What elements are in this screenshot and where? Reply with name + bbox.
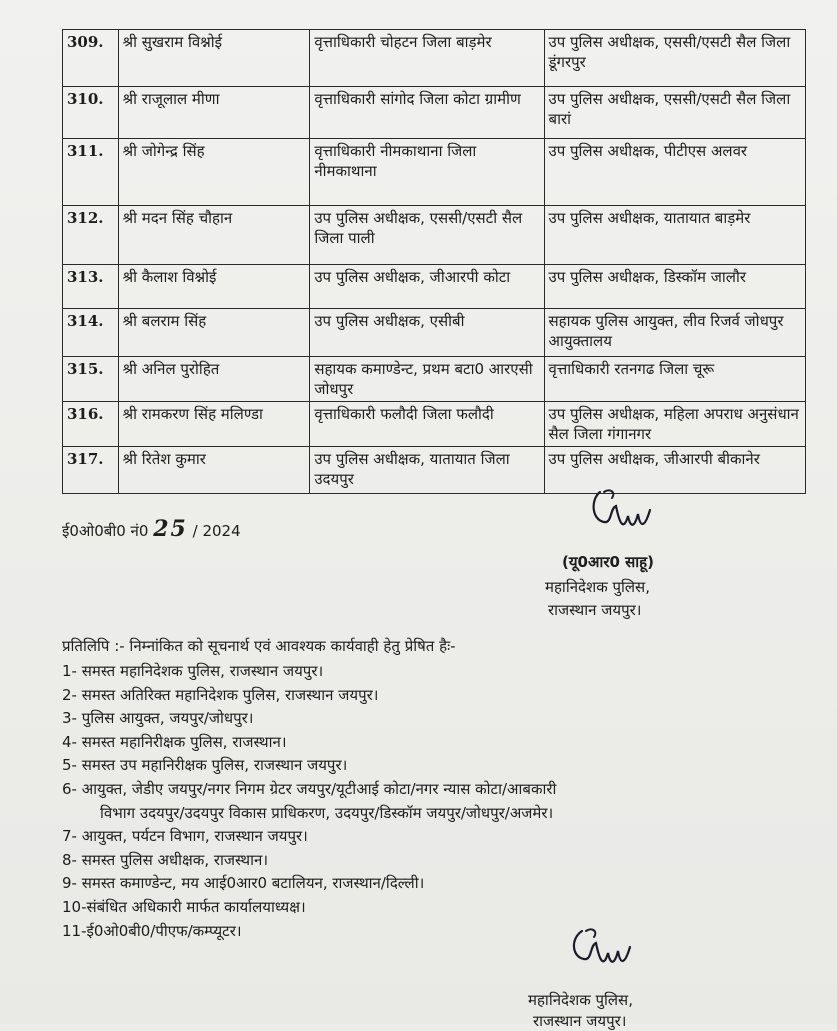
copy-line: 4- समस्त महानिरीक्षक पुलिस, राजस्थान। [62, 732, 287, 751]
new-posting: उप पुलिस अधीक्षक, यातायात बाड़मेर [544, 206, 805, 265]
new-posting: सहायक पुलिस आयुक्त, लीव रिजर्व जोधपुर आयुक्तालय [544, 309, 805, 357]
serial-number: 315. [63, 357, 119, 402]
signature-icon [586, 486, 656, 546]
new-posting: उप पुलिस अधीक्षक, जीआरपी बीकानेर [544, 447, 805, 494]
signatory-post: महानिदेशक पुलिस, [545, 578, 650, 596]
copy-line: 8- समस्त पुलिस अधीक्षक, राजस्थान। [62, 850, 269, 869]
officer-name: श्री मदन सिंह चौहान [118, 206, 310, 265]
table-row [63, 139, 806, 206]
serial-number: 312. [63, 206, 119, 265]
table-row [63, 357, 806, 402]
list-item [62, 754, 802, 778]
current-posting: उप पुलिस अधीक्षक, एससी/एसटी सैल जिला पाली [310, 206, 544, 265]
new-posting: उप पुलिस अधीक्षक, डिस्कॉम जालौर [544, 265, 805, 309]
signature-icon [566, 925, 636, 983]
new-posting: उप पुलिस अधीक्षक, पीटीएस अलवर [544, 139, 805, 206]
copy-line: 3- पुलिस आयुक्त, जयपुर/जोधपुर। [62, 709, 254, 728]
table-row [63, 447, 806, 494]
serial-number: 317. [63, 447, 119, 494]
order-year: / 2024 [192, 522, 241, 540]
order-number: 25 [153, 516, 188, 542]
copy-line: 11-ई0ओ0बी0/पीएफ/कम्प्यूटर। [62, 921, 242, 940]
transfer-table [62, 29, 806, 494]
officer-name: श्री रामकरण सिंह मलिण्डा [118, 402, 310, 447]
new-posting: वृत्ताधिकारी रतनगढ जिला चूरू [544, 357, 805, 402]
list-item [62, 778, 802, 825]
table-row [63, 30, 806, 87]
list-item [62, 660, 802, 684]
table-row [63, 265, 806, 309]
serial-number: 313. [63, 265, 119, 309]
serial-number: 314. [63, 309, 119, 357]
copy-list [62, 660, 802, 943]
officer-name: श्री अनिल पुरोहित [118, 357, 310, 402]
copy-line: 7- आयुक्त, पर्यटन विभाग, राजस्थान जयपुर। [62, 827, 308, 846]
list-item [62, 920, 802, 944]
current-posting: उप पुलिस अधीक्षक, यातायात जिला उदयपुर [310, 447, 544, 494]
list-item [62, 684, 802, 708]
list-item [62, 731, 802, 755]
list-item [62, 896, 802, 920]
copy-line: 5- समस्त उप महानिरीक्षक पुलिस, राजस्थान जयपुर। [62, 756, 348, 775]
new-posting: उप पुलिस अधीक्षक, महिला अपराध अनुसंधान सैल जिला गंगानगर [544, 402, 805, 447]
signatory-name: (यू0आर0 साहू) [562, 553, 654, 571]
list-item [62, 872, 802, 896]
serial-number: 316. [63, 402, 119, 447]
current-posting: उप पुलिस अधीक्षक, एसीबी [310, 309, 544, 357]
current-posting: वृत्ताधिकारी सांगोद जिला कोटा ग्रामीण [310, 87, 544, 139]
current-posting: वृत्ताधिकारी चोहटन जिला बाड़मेर [310, 30, 544, 87]
copy-line: 10-संबंधित अधिकारी मार्फत कार्यालयाध्यक्ष। [62, 897, 306, 916]
list-item [62, 707, 802, 731]
current-posting: वृत्ताधिकारी फलौदी जिला फलौदी [310, 402, 544, 447]
signatory2-place: राजस्थान जयपुर। [533, 1012, 627, 1030]
current-posting: उप पुलिस अधीक्षक, जीआरपी कोटा [310, 265, 544, 309]
copy-intro: प्रतिलिपि :- निम्नांकित को सूचनार्थ एवं आवश्यक कार्यवाही हेतु प्रेषित हैः- [62, 637, 456, 655]
officer-name: श्री बलराम सिंह [118, 309, 310, 357]
copy-line: 9- समस्त कमाण्डेन्ट, मय आई0आर0 बटालियन, राजस्थान/दिल्ली। [62, 874, 425, 893]
serial-number: 310. [63, 87, 119, 139]
officer-name: श्री राजूलाल मीणा [118, 87, 310, 139]
table-row [63, 87, 806, 139]
table-row [63, 206, 806, 265]
copy-line: 2- समस्त अतिरिक्त महानिदेशक पुलिस, राजस्थान जयपुर। [62, 685, 379, 704]
copy-line: 6- आयुक्त, जेडीए जयपुर/नगर निगम ग्रेटर जयपुर/यूटीआई कोटा/नगर न्यास कोटा/आबकारी [62, 779, 557, 798]
signatory2-post: महानिदेशक पुलिस, [528, 991, 633, 1009]
table-row [63, 309, 806, 357]
table-row [63, 402, 806, 447]
order-reference [62, 516, 241, 542]
serial-number: 309. [63, 30, 119, 87]
order-prefix: ई0ओ0बी0 नं0 [62, 522, 149, 540]
officer-name: श्री कैलाश विश्नोई [118, 265, 310, 309]
copy-line-continued: विभाग उदयपुर/उदयपुर विकास प्राधिकरण, उदयपुर/डिस्कॉम जयपुर/जोधपुर/अजमेर। [100, 803, 554, 822]
copy-line: 1- समस्त महानिदेशक पुलिस, राजस्थान जयपुर। [62, 662, 324, 680]
signatory-place: राजस्थान जयपुर। [548, 601, 642, 619]
list-item [62, 849, 802, 873]
list-item [62, 825, 802, 849]
officer-name: श्री सुखराम विश्नोई [118, 30, 310, 87]
current-posting: सहायक कमाण्डेन्ट, प्रथम बटा0 आरएसी जोधपुर [310, 357, 544, 402]
new-posting: उप पुलिस अधीक्षक, एससी/एसटी सैल जिला डूंगरपुर [544, 30, 805, 87]
serial-number: 311. [63, 139, 119, 206]
current-posting: वृत्ताधिकारी नीमकाथाना जिला नीमकाथाना [310, 139, 544, 206]
officer-name: श्री रितेश कुमार [118, 447, 310, 494]
new-posting: उप पुलिस अधीक्षक, एससी/एसटी सैल जिला बारां [544, 87, 805, 139]
officer-name: श्री जोगेन्द्र सिंह [118, 139, 310, 206]
